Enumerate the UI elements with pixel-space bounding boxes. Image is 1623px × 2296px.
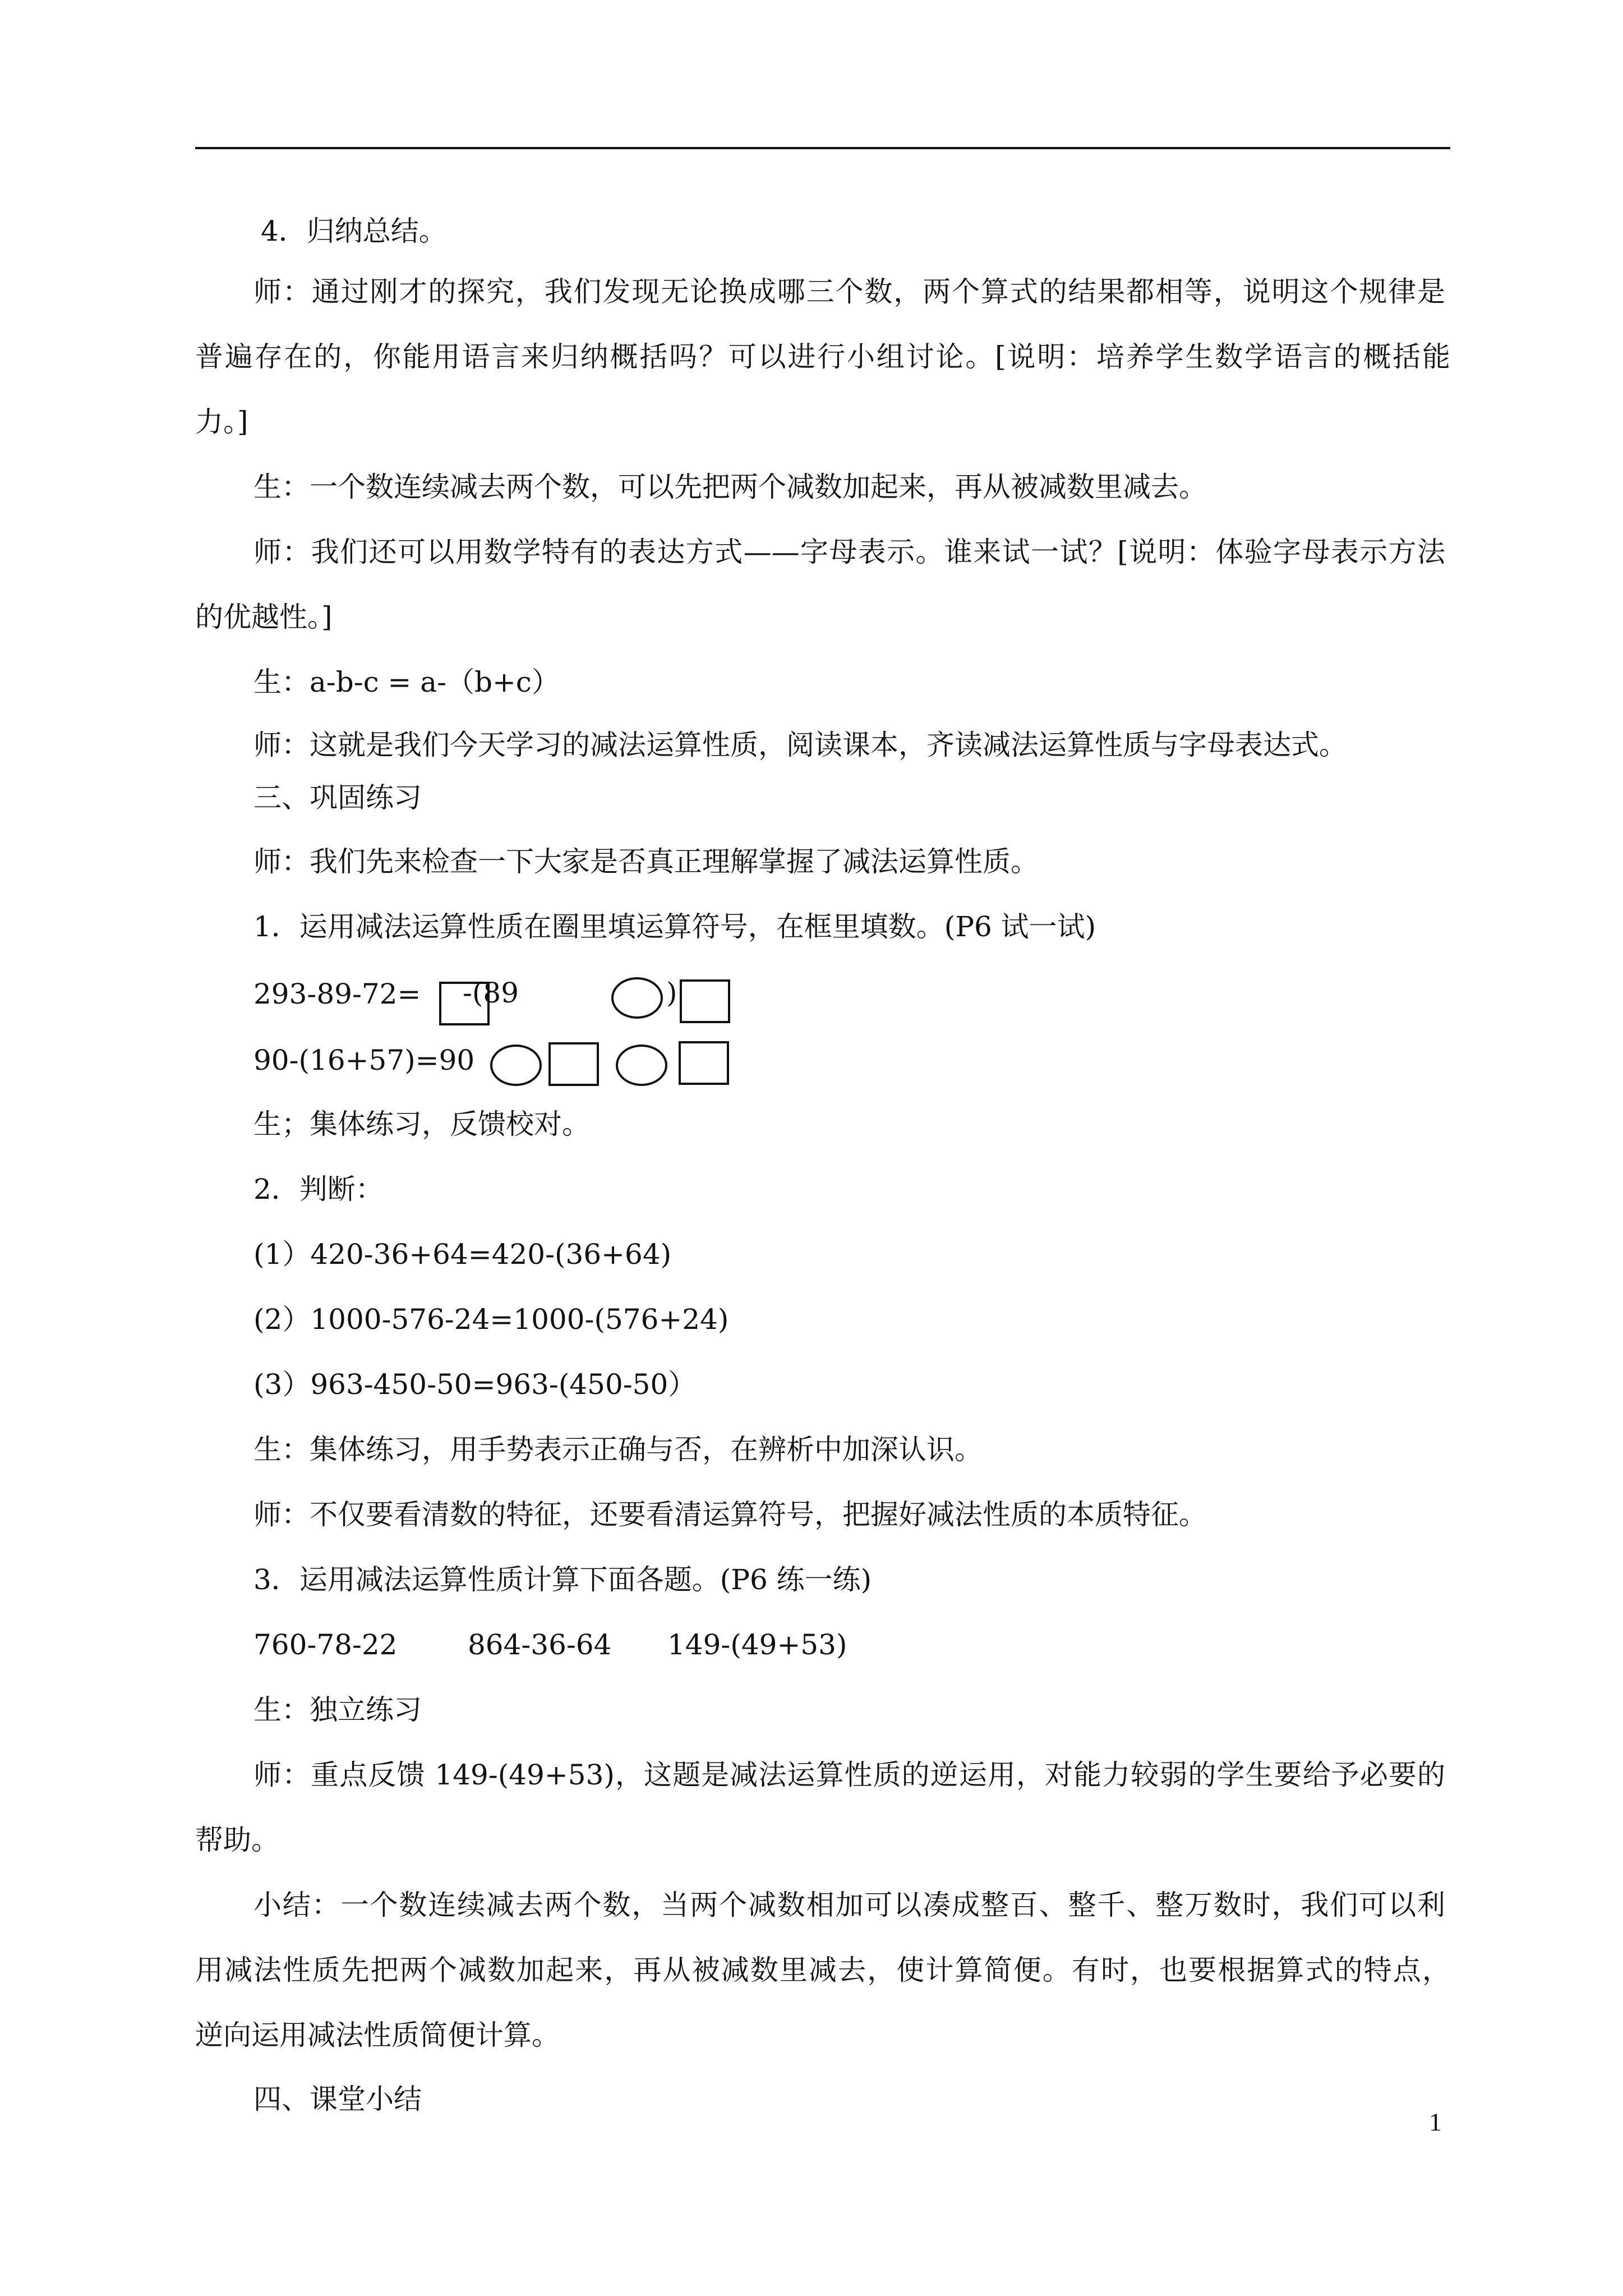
answer-box [548, 1042, 599, 1086]
exercise-expression: 760-78-22 [253, 1628, 398, 1661]
page-number: 1 [1429, 2108, 1442, 2136]
header-rule [195, 147, 1450, 149]
exercise-expression: 149-(49+53) [667, 1628, 847, 1661]
teacher-paragraph: 师：我们还可以用数学特有的表达方式——字母表示。谁来试一试？[说明：体验字母表示方法 [253, 536, 1445, 568]
answer-circle [611, 977, 663, 1019]
judge-item: (3）963-450-50=963-(450-50） [253, 1368, 697, 1401]
exercise-title: 2．判断： [253, 1173, 384, 1205]
exercise-expression-part: -(89 [463, 977, 519, 1009]
student-paragraph: 生：一个数连续减去两个数，可以先把两个减数加起来，再从被减数里减去。 [253, 471, 1207, 503]
teacher-paragraph: 师：重点反馈 149-(49+53)，这题是减法运算性质的逆运用，对能力较弱的学生要给予必要的 [253, 1759, 1445, 1791]
teacher-paragraph-cont: 帮助。 [195, 1824, 279, 1856]
section-heading: 三、巩固练习 [253, 781, 422, 814]
student-paragraph: 生；集体练习，反馈校对。 [253, 1108, 590, 1140]
answer-box [680, 979, 730, 1023]
exercise-expression: 90-(16+57)=90 [253, 1044, 475, 1076]
teacher-paragraph-cont: 的优越性。] [195, 601, 333, 633]
teacher-paragraph: 师：通过刚才的探究，我们发现无论换成哪三个数，两个算式的结果都相等，说明这个规律是 [253, 275, 1445, 308]
exercise-expression-part: ) [666, 977, 677, 1009]
teacher-paragraph-cont: 力。] [195, 406, 248, 438]
section-heading: 四、课堂小结 [253, 2083, 422, 2115]
answer-box [679, 1041, 729, 1085]
exercise-expression: 864-36-64 [468, 1628, 612, 1661]
teacher-paragraph: 师：这就是我们今天学习的减法运算性质，阅读课本，齐读减法运算性质与字母表达式。 [253, 729, 1347, 761]
teacher-paragraph: 师：我们先来检查一下大家是否真正理解掌握了减法运算性质。 [253, 845, 1039, 878]
exercise-title: 3．运用减法运算性质计算下面各题。(P6 练一练) [253, 1563, 872, 1596]
exercise-title: 1．运用减法运算性质在圈里填运算符号，在框里填数。(P6 试一试) [253, 910, 1096, 943]
teacher-paragraph-cont: 普遍存在的，你能用语言来归纳概括吗？可以进行小组讨论。[说明：培养学生数学语言的概括能 [195, 341, 1450, 373]
student-paragraph: 生：独立练习 [253, 1694, 422, 1726]
exercise-expression: 293-89-72= [253, 978, 421, 1010]
summary-paragraph-cont: 用减法性质先把两个减数加起来，再从被减数里减去，使计算简便。有时，也要根据算式的特点， [195, 1954, 1450, 1986]
step-heading: 4．归纳总结。 [261, 215, 447, 247]
teacher-paragraph: 师：不仅要看清数的特征，还要看清运算符号，把握好减法性质的本质特征。 [253, 1498, 1207, 1531]
student-formula: 生：a-b-c = a-（b+c） [253, 666, 560, 698]
answer-circle [490, 1045, 542, 1086]
answer-circle [616, 1045, 667, 1086]
summary-paragraph-cont: 逆向运用减法性质简便计算。 [195, 2019, 560, 2051]
summary-paragraph: 小结：一个数连续减去两个数，当两个减数相加可以凑成整百、整千、整万数时，我们可以利 [253, 1889, 1445, 1921]
judge-item: (2）1000-576-24=1000-(576+24) [253, 1303, 729, 1336]
judge-item: (1）420-36+64=420-(36+64) [253, 1238, 672, 1271]
student-paragraph: 生：集体练习，用手势表示正确与否，在辨析中加深认识。 [253, 1433, 983, 1466]
